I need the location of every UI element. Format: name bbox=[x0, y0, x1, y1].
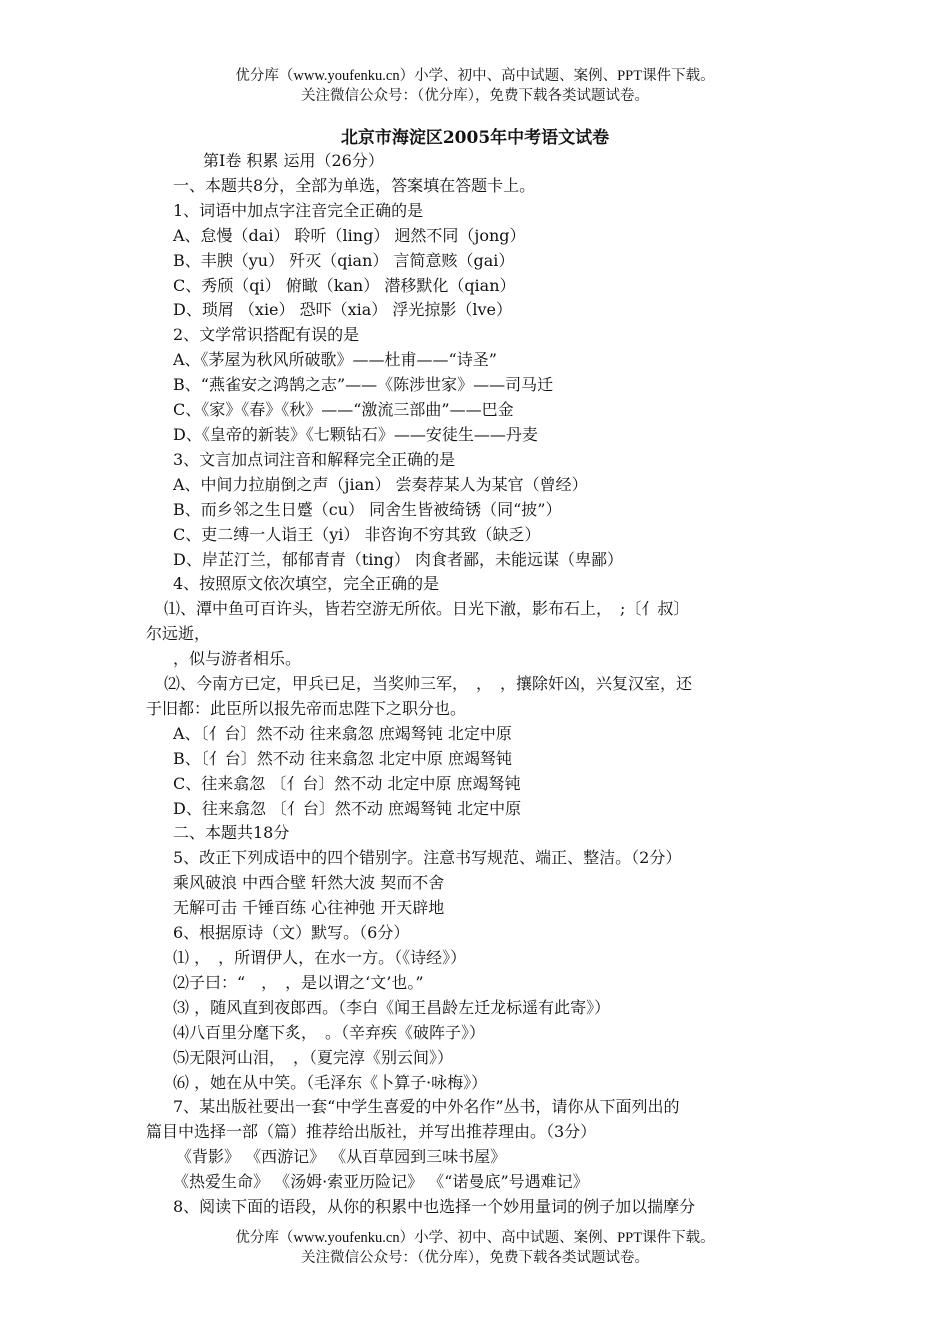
passage: ⑴、潭中鱼可百许头，皆若空游无所依。日光下澈，影布石上， ;〔亻叔〕 bbox=[164, 599, 690, 619]
option: D、往来翕忽 〔亻台〕然不动 庶竭驽钝 北定中原 bbox=[173, 798, 522, 818]
option: D、岸芷汀兰，郁郁青青（ting） 肉食者鄙，未能远谋（卑鄙） bbox=[173, 549, 624, 569]
part-heading: 一、本题共8分，全部为单选，答案填在答题卡上。 bbox=[173, 175, 536, 195]
page-header bbox=[0, 66, 950, 106]
question-6: 6、根据原诗（文）默写。（6分） bbox=[173, 923, 410, 943]
page-title: 北京市海淀区2005年中考语文试卷 bbox=[340, 128, 610, 148]
passage: 于旧都：此臣所以报先帝而忠陛下之职分也。 bbox=[146, 698, 467, 718]
header-line-2: 关注微信公众号：（优分库），免费下载各类试题试卷。 bbox=[301, 88, 649, 104]
passage: 尔远逝， bbox=[146, 624, 211, 644]
option: C、《家》《春》《秋》——“激流三部曲”——巴金 bbox=[173, 400, 514, 420]
passage: ，似与游者相乐。 bbox=[173, 649, 302, 669]
question-1: 1、词语中加点字注音完全正确的是 bbox=[173, 200, 424, 220]
blank-item: ⑷八百里分麾下炙， 。（辛弃疾《破阵子》） bbox=[173, 1022, 486, 1042]
option: B、〔亻台〕然不动 往来翕忽 北定中原 庶竭驽钝 bbox=[173, 748, 513, 768]
blank-item: ⑵子曰：“ ， ，是以谓之‘文’也。” bbox=[173, 972, 424, 992]
option: A、〔亻台〕然不动 往来翕忽 庶竭驽钝 北定中原 bbox=[173, 723, 512, 743]
blank-item: ⑶ ，随风直到夜郎西。（李白《闻王昌龄左迁龙标遥有此寄》） bbox=[173, 997, 611, 1017]
question-7: 7、某出版社要出一套“中学生喜爱的中外名作”丛书，请你从下面列出的 bbox=[173, 1097, 680, 1117]
option: D、《皇帝的新装》《七颗钻石》——安徒生——丹麦 bbox=[173, 424, 538, 444]
option: B、而乡邻之生日蹙（cu） 同舍生皆被绮锈（同“披”） bbox=[173, 499, 562, 519]
section-heading: 第Ⅰ卷 积累 运用（26分） bbox=[203, 151, 384, 170]
question-5: 5、改正下列成语中的四个错别字。注意书写规范、端正、整洁。（2分） bbox=[173, 848, 682, 868]
book-list: 《背影》 《西游记》 《从百草园到三味书屋》 bbox=[176, 1147, 507, 1167]
option: A、怠慢（dai） 聆听（ling） 迥然不同（jong） bbox=[173, 225, 526, 245]
question-2: 2、文学常识搭配有误的是 bbox=[173, 325, 360, 345]
question-3: 3、文言加点词注音和解释完全正确的是 bbox=[173, 449, 456, 469]
option: C、吏二缚一人诣王（yi） 非咨询不穷其致（缺乏） bbox=[173, 524, 541, 544]
option: B、“燕雀安之鸿鹄之志”——《陈涉世家》——司马迁 bbox=[173, 375, 554, 395]
option: B、丰腴（yu） 歼灭（qian） 言简意赅（gai） bbox=[173, 250, 515, 270]
footer-line-2: 关注微信公众号：（优分库），免费下载各类试题试卷。 bbox=[301, 1250, 649, 1266]
passage: ⑵、今南方已定，甲兵已足，当奖帅三军， ， ，攘除奸凶，兴复汉室，还 bbox=[164, 674, 693, 694]
book-list: 《热爱生命》 《汤姆·索亚历险记》 《“诺曼底”号遇难记》 bbox=[173, 1172, 589, 1192]
option: D、琐屑 （xie） 恐吓（xia） 浮光掠影（lve） bbox=[173, 300, 513, 320]
idioms: 无解可击 千锤百练 心往神弛 开天辟地 bbox=[173, 898, 445, 918]
question-8: 8、阅读下面的语段，从你的积累中也选择一个妙用量词的例子加以揣摩分 bbox=[173, 1197, 696, 1217]
header-line-1: 优分库（www.youfenku.cn）小学、初中、高中试题、案例、PPT课件下载。 bbox=[235, 68, 715, 84]
question-7: 篇目中选择一部（篇）推荐给出版社，并写出推荐理由。（3分） bbox=[146, 1122, 597, 1142]
option: C、秀颀（qi） 俯瞰（kan） 潜移默化（qian） bbox=[173, 275, 516, 295]
idioms: 乘风破浪 中西合壁 轩然大波 契而不舍 bbox=[173, 873, 445, 893]
blank-item: ⑹ ，她在从中笑。（毛泽东《卜算子·咏梅》） bbox=[173, 1072, 488, 1092]
exam-content bbox=[146, 149, 808, 1220]
blank-item: ⑴ ， ，所谓伊人，在水一方。（《诗经》） bbox=[173, 948, 467, 967]
option: C、往来翕忽 〔亻台〕然不动 北定中原 庶竭驽钝 bbox=[173, 773, 521, 793]
option: A、《茅屋为秋风所破歌》——杜甫——“诗圣” bbox=[173, 350, 497, 370]
option: A、中间力拉崩倒之声（jian） 尝奏荐某人为某官（曾经） bbox=[173, 474, 588, 494]
part-heading: 二、本题共18分 bbox=[173, 823, 290, 843]
blank-item: ⑸无限河山泪， ，（夏完淳《别云间》） bbox=[173, 1047, 454, 1067]
footer-line-1: 优分库（www.youfenku.cn）小学、初中、高中试题、案例、PPT课件下载。 bbox=[235, 1230, 715, 1246]
page-footer bbox=[0, 1228, 950, 1268]
question-4: 4、按照原文依次填空，完全正确的是 bbox=[173, 574, 440, 594]
